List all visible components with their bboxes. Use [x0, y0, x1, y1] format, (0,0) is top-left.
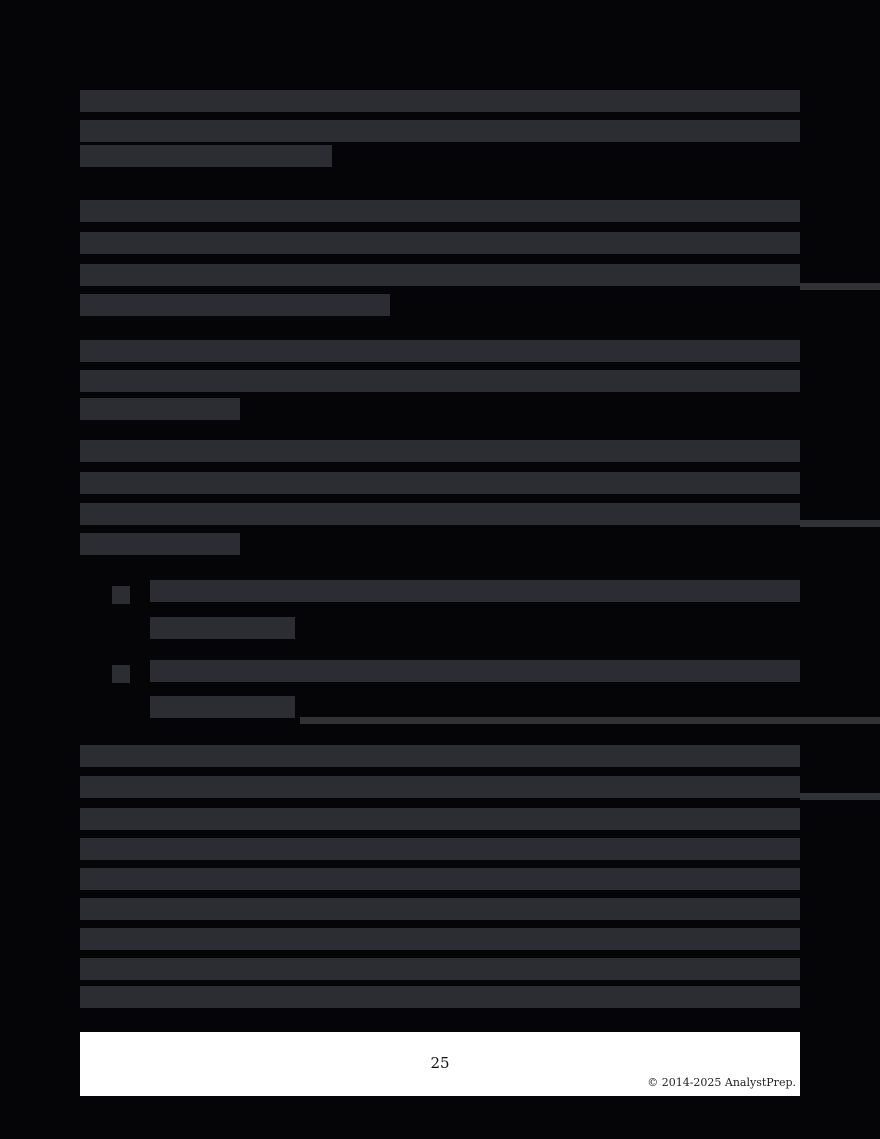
redacted-text-line [80, 200, 800, 222]
bullet-marker [112, 586, 130, 604]
redacted-text-line [80, 294, 390, 316]
redacted-bullet-line [150, 617, 295, 639]
redacted-text-line [80, 868, 800, 890]
redacted-bullet-line [150, 580, 800, 602]
redacted-text-line [80, 120, 800, 142]
redacted-text-line [80, 440, 800, 462]
redacted-text-line [80, 776, 800, 798]
redacted-text-line [80, 928, 800, 950]
edge-line [800, 283, 880, 290]
edge-line [300, 717, 880, 724]
edge-line [800, 793, 880, 800]
redacted-text-line [80, 370, 800, 392]
redacted-text-line [80, 264, 800, 286]
bullet-marker [112, 665, 130, 683]
redacted-bullet-line [150, 696, 295, 718]
redacted-text-line [80, 145, 332, 167]
page-number: 25 [430, 1054, 450, 1072]
edge-line [800, 520, 880, 527]
redacted-text-line [80, 90, 800, 112]
copyright-notice: © 2014-2025 AnalystPrep. [647, 1076, 796, 1089]
redacted-text-line [80, 986, 800, 1008]
redacted-text-line [80, 232, 800, 254]
redacted-text-line [80, 838, 800, 860]
redacted-text-line [80, 398, 240, 420]
redacted-text-line [80, 898, 800, 920]
redacted-text-line [80, 533, 240, 555]
redacted-text-line [80, 745, 800, 767]
redacted-text-line [80, 340, 800, 362]
redacted-text-line [80, 503, 800, 525]
redacted-text-line [80, 808, 800, 830]
page-footer [80, 1032, 800, 1096]
redacted-bullet-line [150, 660, 800, 682]
redacted-text-line [80, 958, 800, 980]
redacted-text-line [80, 472, 800, 494]
